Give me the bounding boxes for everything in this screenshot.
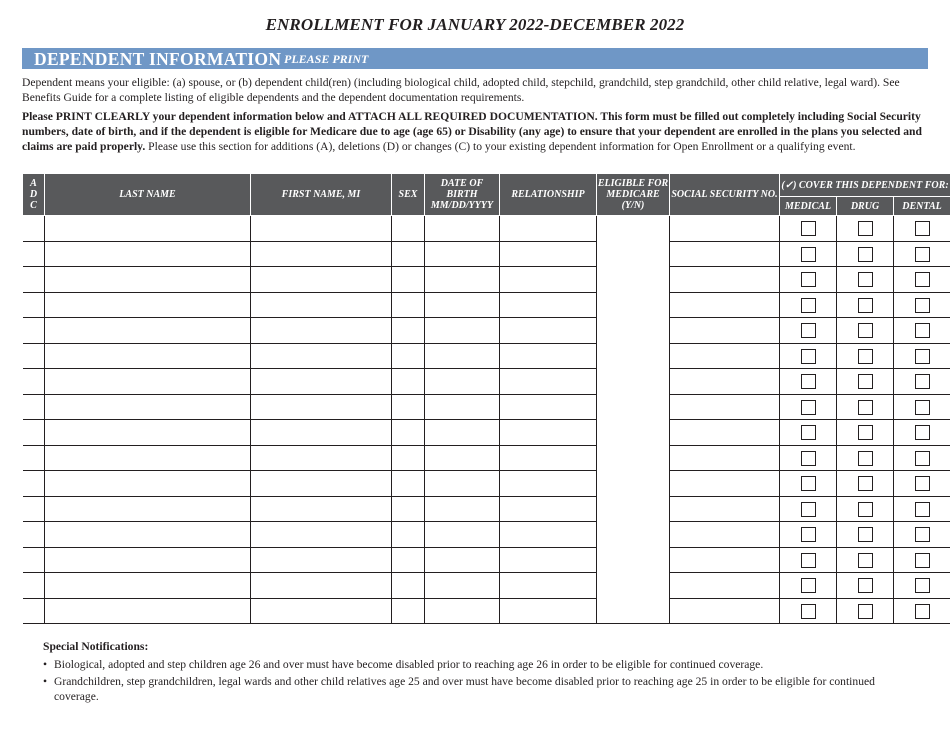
dental-cell — [894, 343, 950, 369]
drug-checkbox[interactable] — [858, 400, 873, 415]
medicare-field[interactable] — [597, 547, 670, 573]
drug-cell — [837, 394, 894, 420]
sex-field[interactable] — [392, 343, 425, 369]
first-name-field[interactable] — [251, 369, 392, 395]
relationship-field[interactable] — [500, 522, 597, 548]
sex-field[interactable] — [392, 420, 425, 446]
table-row — [23, 292, 950, 318]
dental-cell — [894, 394, 950, 420]
first-name-field[interactable] — [251, 394, 392, 420]
ssn-field[interactable] — [670, 369, 780, 395]
dob-field[interactable] — [425, 522, 500, 548]
medical-cell — [780, 394, 837, 420]
medicare-field[interactable] — [597, 496, 670, 522]
medical-checkbox[interactable] — [801, 374, 816, 389]
table-row — [23, 241, 950, 267]
drug-cell — [837, 445, 894, 471]
drug-cell — [837, 369, 894, 395]
first-name-field[interactable] — [251, 318, 392, 344]
sex-field[interactable] — [392, 471, 425, 497]
dependent-definition: Dependent means your eligible: (a) spouse, or (b) dependent child(ren) (including biological child, adopted child, stepchild, grandchild, step grandchild, other child relative, legal ward). See Benefits Guide for a complete listing of eligible dependents and the dependent documentation requirements. — [22, 76, 900, 104]
first-name-field[interactable] — [251, 267, 392, 293]
dob-field[interactable] — [425, 241, 500, 267]
dental-cell — [894, 598, 950, 624]
medicare-field[interactable] — [597, 267, 670, 293]
dental-cell — [894, 267, 950, 293]
medicare-field[interactable] — [597, 216, 670, 242]
dental-checkbox[interactable] — [915, 553, 930, 568]
header-dental: DENTAL — [894, 197, 950, 216]
drug-cell — [837, 471, 894, 497]
dental-cell — [894, 573, 950, 599]
adc-field[interactable] — [23, 522, 45, 548]
medicare-field[interactable] — [597, 394, 670, 420]
medical-cell — [780, 292, 837, 318]
dob-field[interactable] — [425, 292, 500, 318]
medical-cell — [780, 598, 837, 624]
bullet-icon: • — [43, 658, 48, 671]
dental-checkbox[interactable] — [915, 247, 930, 262]
adc-field[interactable] — [23, 573, 45, 599]
sex-field[interactable] — [392, 241, 425, 267]
medical-checkbox[interactable] — [801, 272, 816, 287]
dental-cell — [894, 216, 950, 242]
ssn-field[interactable] — [670, 267, 780, 293]
medicare-field[interactable] — [597, 318, 670, 344]
medicare-field[interactable] — [597, 471, 670, 497]
sex-field[interactable] — [392, 547, 425, 573]
sex-field[interactable] — [392, 522, 425, 548]
drug-checkbox[interactable] — [858, 272, 873, 287]
table-row — [23, 343, 950, 369]
ssn-field[interactable] — [670, 394, 780, 420]
table-row — [23, 598, 950, 624]
dental-cell — [894, 522, 950, 548]
dob-field[interactable] — [425, 394, 500, 420]
medicare-field[interactable] — [597, 292, 670, 318]
ssn-field[interactable] — [670, 471, 780, 497]
section-title: DEPENDENT INFORMATION — [34, 49, 282, 69]
last-name-field[interactable] — [45, 522, 251, 548]
relationship-field[interactable] — [500, 573, 597, 599]
dependent-table — [22, 173, 950, 624]
adc-field[interactable] — [23, 496, 45, 522]
dob-field[interactable] — [425, 598, 500, 624]
drug-cell — [837, 496, 894, 522]
sex-field[interactable] — [392, 445, 425, 471]
header-adc-a: A — [30, 178, 37, 189]
header-last-name: LAST NAME — [45, 174, 251, 216]
first-name-field[interactable] — [251, 445, 392, 471]
table-row — [23, 267, 950, 293]
header-dob-line3: MM/DD/YYYY — [430, 200, 494, 211]
ssn-field[interactable] — [670, 598, 780, 624]
header-medicare-line1: ELIGIBLE FOR — [597, 178, 669, 189]
header-medicare — [597, 174, 670, 216]
first-name-field[interactable] — [251, 471, 392, 497]
drug-checkbox[interactable] — [858, 578, 873, 593]
dob-field[interactable] — [425, 369, 500, 395]
relationship-field[interactable] — [500, 343, 597, 369]
bullet-icon: • — [43, 675, 48, 688]
last-name-field[interactable] — [45, 318, 251, 344]
ssn-field[interactable] — [670, 241, 780, 267]
last-name-field[interactable] — [45, 420, 251, 446]
last-name-field[interactable] — [45, 343, 251, 369]
last-name-field[interactable] — [45, 547, 251, 573]
header-dob — [425, 174, 500, 216]
header-drug: DRUG — [837, 197, 894, 216]
dob-field[interactable] — [425, 267, 500, 293]
medical-checkbox[interactable] — [801, 323, 816, 338]
drug-cell — [837, 598, 894, 624]
dental-checkbox[interactable] — [915, 476, 930, 491]
last-name-field[interactable] — [45, 369, 251, 395]
last-name-field[interactable] — [45, 394, 251, 420]
dob-field[interactable] — [425, 343, 500, 369]
relationship-field[interactable] — [500, 547, 597, 573]
medical-checkbox[interactable] — [801, 476, 816, 491]
relationship-field[interactable] — [500, 267, 597, 293]
adc-field[interactable] — [23, 598, 45, 624]
drug-cell — [837, 267, 894, 293]
ssn-field[interactable] — [670, 547, 780, 573]
medical-checkbox[interactable] — [801, 425, 816, 440]
drug-checkbox[interactable] — [858, 553, 873, 568]
medical-checkbox[interactable] — [801, 604, 816, 619]
header-adc-c: C — [30, 200, 37, 211]
notification-item — [43, 674, 903, 704]
drug-cell — [837, 420, 894, 446]
last-name-field[interactable] — [45, 292, 251, 318]
dob-field[interactable] — [425, 496, 500, 522]
dental-cell — [894, 547, 950, 573]
dental-checkbox[interactable] — [915, 578, 930, 593]
medical-cell — [780, 318, 837, 344]
medical-checkbox[interactable] — [801, 221, 816, 236]
adc-field[interactable] — [23, 216, 45, 242]
drug-cell — [837, 318, 894, 344]
dental-cell — [894, 496, 950, 522]
dental-checkbox[interactable] — [915, 272, 930, 287]
first-name-field[interactable] — [251, 343, 392, 369]
dental-cell — [894, 292, 950, 318]
adc-field[interactable] — [23, 394, 45, 420]
table-row — [23, 445, 950, 471]
medical-cell — [780, 241, 837, 267]
section-subtitle: PLEASE PRINT — [284, 52, 369, 66]
header-medicare-line2: MEDICARE — [606, 189, 660, 200]
sex-field[interactable] — [392, 598, 425, 624]
dental-checkbox[interactable] — [915, 502, 930, 517]
last-name-field[interactable] — [45, 241, 251, 267]
medical-checkbox[interactable] — [801, 502, 816, 517]
first-name-field[interactable] — [251, 598, 392, 624]
sex-field[interactable] — [392, 318, 425, 344]
table-row — [23, 420, 950, 446]
dental-checkbox[interactable] — [915, 221, 930, 236]
drug-cell — [837, 522, 894, 548]
drug-cell — [837, 547, 894, 573]
ssn-field[interactable] — [670, 573, 780, 599]
last-name-field[interactable] — [45, 471, 251, 497]
medical-cell — [780, 216, 837, 242]
sex-field[interactable] — [392, 267, 425, 293]
first-name-field[interactable] — [251, 216, 392, 242]
adc-field[interactable] — [23, 318, 45, 344]
medicare-field[interactable] — [597, 573, 670, 599]
first-name-field[interactable] — [251, 420, 392, 446]
instructions — [22, 109, 930, 154]
medical-cell — [780, 267, 837, 293]
first-name-field[interactable] — [251, 292, 392, 318]
notification-text: Biological, adopted and step children age 26 and over must have become disabled prior to reaching age 26 in order to be eligible for continued coverage. — [54, 658, 764, 671]
dental-cell — [894, 318, 950, 344]
ssn-field[interactable] — [670, 496, 780, 522]
dental-checkbox[interactable] — [915, 323, 930, 338]
dental-checkbox[interactable] — [915, 451, 930, 466]
medical-checkbox[interactable] — [801, 349, 816, 364]
adc-field[interactable] — [23, 343, 45, 369]
header-adc — [23, 174, 45, 216]
form-title: ENROLLMENT FOR JANUARY 2022-DECEMBER 2022 — [265, 15, 685, 34]
drug-checkbox[interactable] — [858, 604, 873, 619]
sex-field[interactable] — [392, 216, 425, 242]
notification-text: Grandchildren, step grandchildren, legal wards and other child relatives age 25 and over must have become disabled prior to reaching age 25 in order to be eligible for continued coverage. — [54, 675, 875, 703]
notification-item — [43, 657, 903, 672]
sex-field[interactable] — [392, 394, 425, 420]
first-name-field[interactable] — [251, 573, 392, 599]
dental-checkbox[interactable] — [915, 349, 930, 364]
medicare-field[interactable] — [597, 343, 670, 369]
medicare-field[interactable] — [597, 522, 670, 548]
medical-checkbox[interactable] — [801, 578, 816, 593]
drug-cell — [837, 343, 894, 369]
last-name-field[interactable] — [45, 445, 251, 471]
section-header — [22, 48, 928, 69]
ssn-field[interactable] — [670, 343, 780, 369]
drug-checkbox[interactable] — [858, 221, 873, 236]
table-row — [23, 471, 950, 497]
dental-checkbox[interactable] — [915, 425, 930, 440]
last-name-field[interactable] — [45, 573, 251, 599]
notifications-title: Special Notifications: — [43, 640, 149, 653]
table-row — [23, 573, 950, 599]
medical-cell — [780, 547, 837, 573]
relationship-field[interactable] — [500, 420, 597, 446]
sex-field[interactable] — [392, 573, 425, 599]
relationship-field[interactable] — [500, 241, 597, 267]
drug-checkbox[interactable] — [858, 298, 873, 313]
dental-checkbox[interactable] — [915, 527, 930, 542]
medical-cell — [780, 522, 837, 548]
dob-field[interactable] — [425, 471, 500, 497]
sex-field[interactable] — [392, 369, 425, 395]
header-medical: MEDICAL — [780, 197, 837, 216]
ssn-field[interactable] — [670, 216, 780, 242]
first-name-field[interactable] — [251, 522, 392, 548]
dob-field[interactable] — [425, 547, 500, 573]
dental-cell — [894, 471, 950, 497]
header-ssn: SOCIAL SECURITY NO. — [670, 174, 780, 216]
medical-cell — [780, 420, 837, 446]
medical-checkbox[interactable] — [801, 298, 816, 313]
adc-field[interactable] — [23, 471, 45, 497]
table-row — [23, 216, 950, 242]
last-name-field[interactable] — [45, 216, 251, 242]
dob-field[interactable] — [425, 445, 500, 471]
drug-checkbox[interactable] — [858, 425, 873, 440]
first-name-field[interactable] — [251, 241, 392, 267]
dob-field[interactable] — [425, 420, 500, 446]
table-row — [23, 522, 950, 548]
instructions-normal: Please use this section for additions (A), deletions (D) or changes (C) to your existing dependent information for Open Enrollment or a qualifying event. — [145, 140, 856, 153]
medical-checkbox[interactable] — [801, 400, 816, 415]
medical-checkbox[interactable] — [801, 451, 816, 466]
dob-field[interactable] — [425, 318, 500, 344]
relationship-field[interactable] — [500, 216, 597, 242]
medical-cell — [780, 496, 837, 522]
instructions-bold: Please PRINT CLEARLY your dependent information below and ATTACH ALL REQUIRED DOCUMENTATION. This form must be filled out completely including Social Security numbers, date of birth, and if the dependent is eligible for Medicare due to age (age 65) or Disability (any age) to ensure that your dependent are enrolled in the plans you selected and claims are paid properly. — [22, 110, 922, 153]
medical-cell — [780, 471, 837, 497]
drug-cell — [837, 216, 894, 242]
ssn-field[interactable] — [670, 420, 780, 446]
drug-checkbox[interactable] — [858, 374, 873, 389]
table-row — [23, 394, 950, 420]
medicare-field[interactable] — [597, 241, 670, 267]
dental-cell — [894, 420, 950, 446]
relationship-field[interactable] — [500, 369, 597, 395]
medical-cell — [780, 573, 837, 599]
header-relationship: RELATIONSHIP — [500, 174, 597, 216]
drug-cell — [837, 292, 894, 318]
medicare-field[interactable] — [597, 420, 670, 446]
drug-cell — [837, 573, 894, 599]
medical-checkbox[interactable] — [801, 247, 816, 262]
table-body — [23, 216, 950, 624]
ssn-field[interactable] — [670, 445, 780, 471]
last-name-field[interactable] — [45, 598, 251, 624]
sex-field[interactable] — [392, 292, 425, 318]
table-row — [23, 369, 950, 395]
adc-field[interactable] — [23, 547, 45, 573]
dental-checkbox[interactable] — [915, 374, 930, 389]
adc-field[interactable] — [23, 369, 45, 395]
dental-checkbox[interactable] — [915, 298, 930, 313]
relationship-field[interactable] — [500, 318, 597, 344]
medicare-field[interactable] — [597, 598, 670, 624]
relationship-field[interactable] — [500, 445, 597, 471]
drug-checkbox[interactable] — [858, 323, 873, 338]
relationship-field[interactable] — [500, 394, 597, 420]
relationship-field[interactable] — [500, 292, 597, 318]
sex-field[interactable] — [392, 496, 425, 522]
medical-checkbox[interactable] — [801, 553, 816, 568]
drug-checkbox[interactable] — [858, 502, 873, 517]
drug-checkbox[interactable] — [858, 476, 873, 491]
medicare-field[interactable] — [597, 369, 670, 395]
header-sex: SEX — [392, 174, 425, 216]
relationship-field[interactable] — [500, 471, 597, 497]
drug-checkbox[interactable] — [858, 349, 873, 364]
adc-field[interactable] — [23, 420, 45, 446]
first-name-field[interactable] — [251, 547, 392, 573]
header-dob-line2: BIRTH — [446, 189, 478, 200]
medicare-field[interactable] — [597, 445, 670, 471]
ssn-field[interactable] — [670, 522, 780, 548]
adc-field[interactable] — [23, 241, 45, 267]
dental-checkbox[interactable] — [915, 604, 930, 619]
header-cover: (✓) COVER THIS DEPENDENT FOR: — [780, 174, 950, 197]
table-row — [23, 318, 950, 344]
relationship-field[interactable] — [500, 496, 597, 522]
last-name-field[interactable] — [45, 267, 251, 293]
drug-checkbox[interactable] — [858, 247, 873, 262]
adc-field[interactable] — [23, 267, 45, 293]
dob-field[interactable] — [425, 216, 500, 242]
drug-checkbox[interactable] — [858, 451, 873, 466]
ssn-field[interactable] — [670, 292, 780, 318]
medical-checkbox[interactable] — [801, 527, 816, 542]
dental-cell — [894, 241, 950, 267]
header-dob-line1: DATE OF — [440, 178, 484, 189]
adc-field[interactable] — [23, 292, 45, 318]
table-row — [23, 496, 950, 522]
medical-cell — [780, 343, 837, 369]
medical-cell — [780, 369, 837, 395]
header-adc-d: D — [29, 189, 38, 200]
medical-cell — [780, 445, 837, 471]
relationship-field[interactable] — [500, 598, 597, 624]
adc-field[interactable] — [23, 445, 45, 471]
drug-checkbox[interactable] — [858, 527, 873, 542]
first-name-field[interactable] — [251, 496, 392, 522]
dental-cell — [894, 445, 950, 471]
dob-field[interactable] — [425, 573, 500, 599]
drug-cell — [837, 241, 894, 267]
ssn-field[interactable] — [670, 318, 780, 344]
dental-checkbox[interactable] — [915, 400, 930, 415]
dental-cell — [894, 369, 950, 395]
table-row — [23, 547, 950, 573]
header-first-name: FIRST NAME, MI — [251, 174, 392, 216]
header-medicare-line3: (Y/N) — [621, 200, 645, 211]
last-name-field[interactable] — [45, 496, 251, 522]
